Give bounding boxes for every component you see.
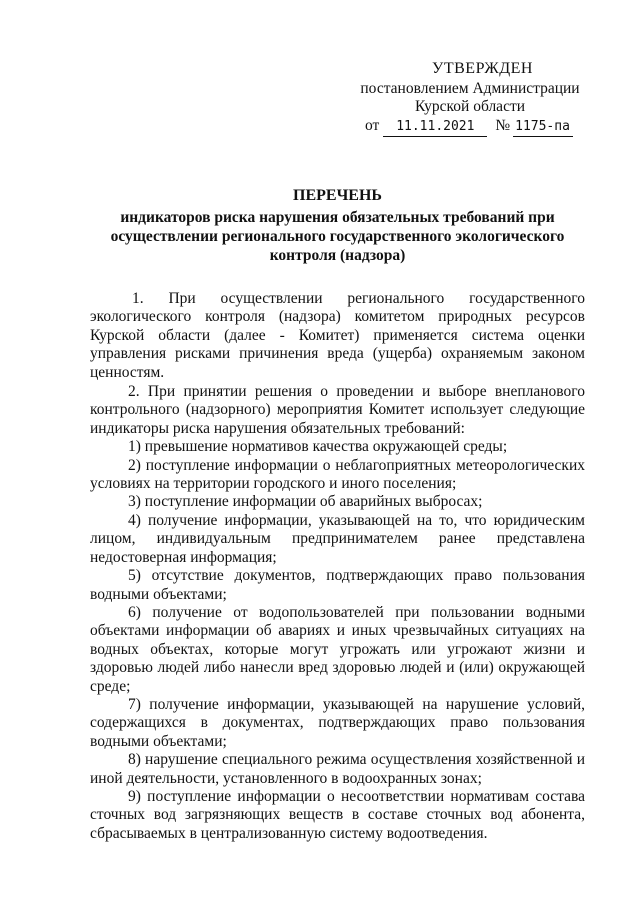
document-title [90,186,585,265]
indicator-4: 4) получение информации, указывающей на то, что юридическим лицом, индивидуальным предпринимателем ранее представлена недостоверная информация; [90,511,585,566]
indicator-9: 9) поступление информации о несоответствии нормативам состава сточных вод загрязняющих веществ в составе сточных вод абонента, сбрасываемых в централизованную систему водоотведения. [90,787,585,842]
approval-authority: постановлением Администрации [360,80,580,97]
title-subtitle: индикаторов риска нарушения обязательных требований при осуществлении регионального государственного экологического контроля (надзора) [110,209,565,264]
title-heading: ПЕРЕЧЕНЬ [293,187,382,204]
number-label: № [495,117,511,134]
resolution-date: 11.11.2021 [383,118,487,137]
resolution-number: 1175-па [513,118,573,137]
from-label: от [365,117,380,134]
indicator-2: 2) поступление информации о неблагоприятных метеорологических условиях на территории городского и иного поселения; [90,456,585,493]
approval-heading: УТВЕРЖДЕН [432,60,533,77]
indicator-7: 7) получение информации, указывающей на нарушение условий, содержащихся в документах, подтверждающих право пользования водными объектами; [90,695,585,750]
paragraph-2: 2. При принятии решения о проведении и выборе внепланового контрольного (надзорного) мероприятия Комитет использует следующие индикаторы риска нарушения обязательных требований: [90,383,585,437]
resolution-details [355,117,585,137]
paragraph-1: 1. При осуществлении регионального государственного экологического контроля (надзора) комитетом природных ресурсов Курской области (далее - Комитет) применяется система оценки управления рисками причинения вреда (ущерба) охраняемым законом ценностям. [90,290,585,381]
indicator-1: 1) превышение нормативов качества окружающей среды; [128,438,508,456]
document-body [90,290,585,843]
indicator-6: 6) получение от водопользователей при пользовании водными объектами информации об авариях и иных чрезвычайных ситуациях на водных объектах, которые могут угрожать или угрожают жизни и здоровью людей либо нанесли вред здоровью людей и (или) окружающей среде; [90,603,585,695]
indicator-8: 8) нарушение специального режима осуществления хозяйственной и иной деятельности, установленного в водоохранных зонах; [90,751,585,787]
approval-block [355,60,585,137]
indicator-3: 3) поступление информации об аварийных выбросах; [128,493,483,511]
indicator-5: 5) отсутствие документов, подтверждающих право пользования водными объектами; [90,567,585,603]
approval-region: Курской области [414,98,526,115]
